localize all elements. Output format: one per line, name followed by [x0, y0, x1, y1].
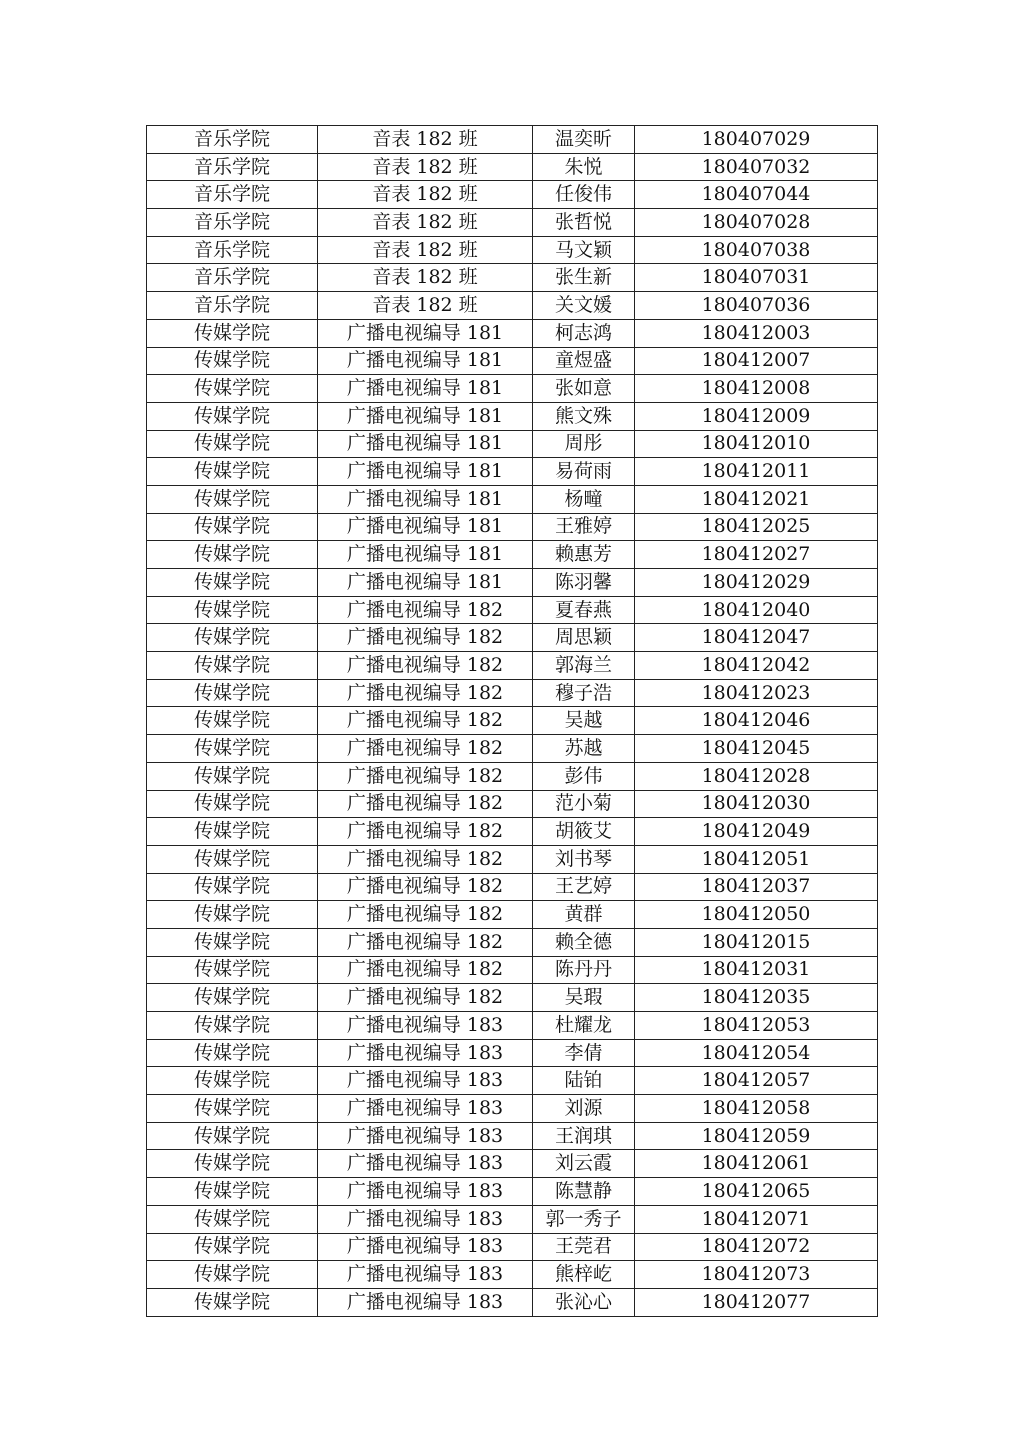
student-id-cell: 180412015	[635, 928, 878, 956]
class-cell: 音表 182 班	[318, 126, 533, 154]
college-cell: 传媒学院	[147, 984, 318, 1012]
student-id-cell: 180407028	[635, 209, 878, 237]
table-row	[147, 1178, 878, 1206]
college-cell: 传媒学院	[147, 873, 318, 901]
college-cell: 传媒学院	[147, 652, 318, 680]
class-cell: 广播电视编导 182	[318, 984, 533, 1012]
student-name-cell: 张如意	[533, 375, 635, 403]
student-name-cell: 张生新	[533, 264, 635, 292]
student-id-cell: 180412061	[635, 1150, 878, 1178]
table-row	[147, 319, 878, 347]
student-name-cell: 杨疃	[533, 485, 635, 513]
college-cell: 传媒学院	[147, 928, 318, 956]
college-cell: 音乐学院	[147, 181, 318, 209]
student-name-cell: 童煜盛	[533, 347, 635, 375]
class-cell: 广播电视编导 183	[318, 1288, 533, 1316]
class-cell: 广播电视编导 183	[318, 1205, 533, 1233]
student-name-cell: 郭一秀子	[533, 1205, 635, 1233]
college-cell: 音乐学院	[147, 292, 318, 320]
table-row	[147, 956, 878, 984]
student-id-cell: 180412011	[635, 458, 878, 486]
student-name-cell: 柯志鸿	[533, 319, 635, 347]
college-cell: 传媒学院	[147, 1205, 318, 1233]
class-cell: 广播电视编导 182	[318, 624, 533, 652]
student-id-cell: 180412042	[635, 652, 878, 680]
college-cell: 传媒学院	[147, 1039, 318, 1067]
college-cell: 传媒学院	[147, 845, 318, 873]
college-cell: 传媒学院	[147, 402, 318, 430]
class-cell: 音表 182 班	[318, 181, 533, 209]
college-cell: 传媒学院	[147, 541, 318, 569]
class-cell: 广播电视编导 183	[318, 1233, 533, 1261]
student-id-cell: 180407036	[635, 292, 878, 320]
student-name-cell: 郭海兰	[533, 652, 635, 680]
student-name-cell: 周思颖	[533, 624, 635, 652]
college-cell: 传媒学院	[147, 596, 318, 624]
class-cell: 广播电视编导 183	[318, 1095, 533, 1123]
college-cell: 传媒学院	[147, 762, 318, 790]
table-row	[147, 1095, 878, 1123]
student-id-cell: 180412021	[635, 485, 878, 513]
college-cell: 传媒学院	[147, 624, 318, 652]
college-cell: 传媒学院	[147, 513, 318, 541]
class-cell: 广播电视编导 182	[318, 956, 533, 984]
table-row	[147, 236, 878, 264]
student-name-cell: 关文媛	[533, 292, 635, 320]
student-id-cell: 180412059	[635, 1122, 878, 1150]
college-cell: 传媒学院	[147, 956, 318, 984]
table-row	[147, 375, 878, 403]
college-cell: 音乐学院	[147, 264, 318, 292]
college-cell: 音乐学院	[147, 153, 318, 181]
student-id-cell: 180412007	[635, 347, 878, 375]
college-cell: 传媒学院	[147, 569, 318, 597]
student-name-cell: 温奕昕	[533, 126, 635, 154]
class-cell: 广播电视编导 183	[318, 1150, 533, 1178]
class-cell: 广播电视编导 181	[318, 402, 533, 430]
college-cell: 音乐学院	[147, 236, 318, 264]
table-row	[147, 1039, 878, 1067]
table-row	[147, 1233, 878, 1261]
table-row	[147, 347, 878, 375]
student-id-cell: 180412029	[635, 569, 878, 597]
student-id-cell: 180412053	[635, 1012, 878, 1040]
student-id-cell: 180412037	[635, 873, 878, 901]
class-cell: 广播电视编导 183	[318, 1122, 533, 1150]
college-cell: 传媒学院	[147, 319, 318, 347]
class-cell: 音表 182 班	[318, 236, 533, 264]
table-row	[147, 292, 878, 320]
student-name-cell: 陈慧静	[533, 1178, 635, 1206]
table-row	[147, 513, 878, 541]
table-row	[147, 790, 878, 818]
student-id-cell: 180412031	[635, 956, 878, 984]
student-id-cell: 180412028	[635, 762, 878, 790]
student-id-cell: 180407032	[635, 153, 878, 181]
table-row	[147, 652, 878, 680]
student-name-cell: 周彤	[533, 430, 635, 458]
table-row	[147, 458, 878, 486]
college-cell: 传媒学院	[147, 1095, 318, 1123]
table-row	[147, 624, 878, 652]
table-row	[147, 126, 878, 154]
student-id-cell: 180412057	[635, 1067, 878, 1095]
student-name-cell: 赖惠芳	[533, 541, 635, 569]
college-cell: 音乐学院	[147, 209, 318, 237]
student-name-cell: 王润琪	[533, 1122, 635, 1150]
table-row	[147, 264, 878, 292]
student-id-cell: 180412030	[635, 790, 878, 818]
class-cell: 广播电视编导 182	[318, 873, 533, 901]
class-cell: 广播电视编导 182	[318, 928, 533, 956]
class-cell: 广播电视编导 183	[318, 1067, 533, 1095]
student-id-cell: 180407044	[635, 181, 878, 209]
student-id-cell: 180412058	[635, 1095, 878, 1123]
class-cell: 广播电视编导 182	[318, 762, 533, 790]
student-name-cell: 赖全德	[533, 928, 635, 956]
student-id-cell: 180412049	[635, 818, 878, 846]
table-row	[147, 485, 878, 513]
table-row	[147, 1150, 878, 1178]
student-id-cell: 180412035	[635, 984, 878, 1012]
student-id-cell: 180407031	[635, 264, 878, 292]
class-cell: 广播电视编导 182	[318, 679, 533, 707]
student-id-cell: 180412046	[635, 707, 878, 735]
college-cell: 传媒学院	[147, 1150, 318, 1178]
student-id-cell: 180412072	[635, 1233, 878, 1261]
class-cell: 广播电视编导 181	[318, 375, 533, 403]
student-name-cell: 陈丹丹	[533, 956, 635, 984]
student-id-cell: 180412025	[635, 513, 878, 541]
class-cell: 广播电视编导 181	[318, 319, 533, 347]
table-row	[147, 1067, 878, 1095]
student-name-cell: 彭伟	[533, 762, 635, 790]
college-cell: 传媒学院	[147, 430, 318, 458]
roster-body	[147, 126, 878, 1317]
table-row	[147, 1205, 878, 1233]
class-cell: 广播电视编导 182	[318, 596, 533, 624]
class-cell: 广播电视编导 181	[318, 485, 533, 513]
student-name-cell: 易荷雨	[533, 458, 635, 486]
student-id-cell: 180412050	[635, 901, 878, 929]
student-name-cell: 李倩	[533, 1039, 635, 1067]
class-cell: 音表 182 班	[318, 209, 533, 237]
table-row	[147, 762, 878, 790]
student-name-cell: 刘云霞	[533, 1150, 635, 1178]
student-name-cell: 熊梓屹	[533, 1261, 635, 1289]
student-id-cell: 180407038	[635, 236, 878, 264]
table-row	[147, 873, 878, 901]
student-id-cell: 180412040	[635, 596, 878, 624]
class-cell: 广播电视编导 183	[318, 1261, 533, 1289]
student-name-cell: 杜耀龙	[533, 1012, 635, 1040]
student-id-cell: 180412010	[635, 430, 878, 458]
table-row	[147, 181, 878, 209]
class-cell: 广播电视编导 181	[318, 458, 533, 486]
student-name-cell: 穆子浩	[533, 679, 635, 707]
college-cell: 传媒学院	[147, 1233, 318, 1261]
student-name-cell: 王艺婷	[533, 873, 635, 901]
roster-sheet	[146, 125, 877, 1317]
student-id-cell: 180412009	[635, 402, 878, 430]
class-cell: 广播电视编导 181	[318, 569, 533, 597]
student-id-cell: 180412077	[635, 1288, 878, 1316]
table-row	[147, 596, 878, 624]
class-cell: 广播电视编导 183	[318, 1012, 533, 1040]
college-cell: 传媒学院	[147, 818, 318, 846]
student-roster-table	[146, 125, 878, 1317]
class-cell: 广播电视编导 181	[318, 513, 533, 541]
student-name-cell: 马文颖	[533, 236, 635, 264]
college-cell: 传媒学院	[147, 347, 318, 375]
college-cell: 传媒学院	[147, 458, 318, 486]
class-cell: 广播电视编导 182	[318, 707, 533, 735]
student-name-cell: 胡筱艾	[533, 818, 635, 846]
class-cell: 广播电视编导 182	[318, 845, 533, 873]
class-cell: 广播电视编导 181	[318, 430, 533, 458]
college-cell: 传媒学院	[147, 485, 318, 513]
table-row	[147, 1122, 878, 1150]
college-cell: 传媒学院	[147, 790, 318, 818]
student-id-cell: 180412023	[635, 679, 878, 707]
table-row	[147, 569, 878, 597]
table-row	[147, 209, 878, 237]
student-name-cell: 刘源	[533, 1095, 635, 1123]
student-name-cell: 张沁心	[533, 1288, 635, 1316]
table-row	[147, 928, 878, 956]
college-cell: 传媒学院	[147, 735, 318, 763]
student-id-cell: 180412008	[635, 375, 878, 403]
student-name-cell: 熊文殊	[533, 402, 635, 430]
student-name-cell: 任俊伟	[533, 181, 635, 209]
class-cell: 音表 182 班	[318, 264, 533, 292]
table-row	[147, 735, 878, 763]
college-cell: 传媒学院	[147, 901, 318, 929]
student-id-cell: 180412073	[635, 1261, 878, 1289]
table-row	[147, 1261, 878, 1289]
class-cell: 广播电视编导 183	[318, 1039, 533, 1067]
student-id-cell: 180412003	[635, 319, 878, 347]
class-cell: 广播电视编导 182	[318, 818, 533, 846]
class-cell: 音表 182 班	[318, 153, 533, 181]
college-cell: 传媒学院	[147, 679, 318, 707]
student-name-cell: 王莞君	[533, 1233, 635, 1261]
student-name-cell: 吴越	[533, 707, 635, 735]
student-id-cell: 180412054	[635, 1039, 878, 1067]
college-cell: 传媒学院	[147, 1122, 318, 1150]
student-id-cell: 180407029	[635, 126, 878, 154]
student-id-cell: 180412047	[635, 624, 878, 652]
student-id-cell: 180412051	[635, 845, 878, 873]
class-cell: 广播电视编导 183	[318, 1178, 533, 1206]
college-cell: 传媒学院	[147, 1012, 318, 1040]
college-cell: 传媒学院	[147, 1067, 318, 1095]
class-cell: 广播电视编导 182	[318, 901, 533, 929]
college-cell: 传媒学院	[147, 707, 318, 735]
student-name-cell: 王雅婷	[533, 513, 635, 541]
student-id-cell: 180412071	[635, 1205, 878, 1233]
table-row	[147, 1288, 878, 1316]
student-name-cell: 陈羽馨	[533, 569, 635, 597]
table-row	[147, 818, 878, 846]
student-id-cell: 180412065	[635, 1178, 878, 1206]
college-cell: 传媒学院	[147, 375, 318, 403]
table-row	[147, 901, 878, 929]
student-name-cell: 黄群	[533, 901, 635, 929]
class-cell: 广播电视编导 181	[318, 347, 533, 375]
table-row	[147, 845, 878, 873]
college-cell: 传媒学院	[147, 1288, 318, 1316]
student-name-cell: 夏春燕	[533, 596, 635, 624]
class-cell: 广播电视编导 182	[318, 790, 533, 818]
college-cell: 音乐学院	[147, 126, 318, 154]
table-row	[147, 707, 878, 735]
table-row	[147, 430, 878, 458]
student-name-cell: 苏越	[533, 735, 635, 763]
table-row	[147, 153, 878, 181]
class-cell: 广播电视编导 182	[318, 735, 533, 763]
student-id-cell: 180412045	[635, 735, 878, 763]
student-id-cell: 180412027	[635, 541, 878, 569]
table-row	[147, 984, 878, 1012]
student-name-cell: 陆铂	[533, 1067, 635, 1095]
student-name-cell: 范小菊	[533, 790, 635, 818]
class-cell: 广播电视编导 181	[318, 541, 533, 569]
table-row	[147, 541, 878, 569]
college-cell: 传媒学院	[147, 1178, 318, 1206]
student-name-cell: 刘书琴	[533, 845, 635, 873]
table-row	[147, 1012, 878, 1040]
student-name-cell: 朱悦	[533, 153, 635, 181]
college-cell: 传媒学院	[147, 1261, 318, 1289]
student-name-cell: 张哲悦	[533, 209, 635, 237]
student-name-cell: 吴瑕	[533, 984, 635, 1012]
table-row	[147, 679, 878, 707]
table-row	[147, 402, 878, 430]
class-cell: 音表 182 班	[318, 292, 533, 320]
class-cell: 广播电视编导 182	[318, 652, 533, 680]
